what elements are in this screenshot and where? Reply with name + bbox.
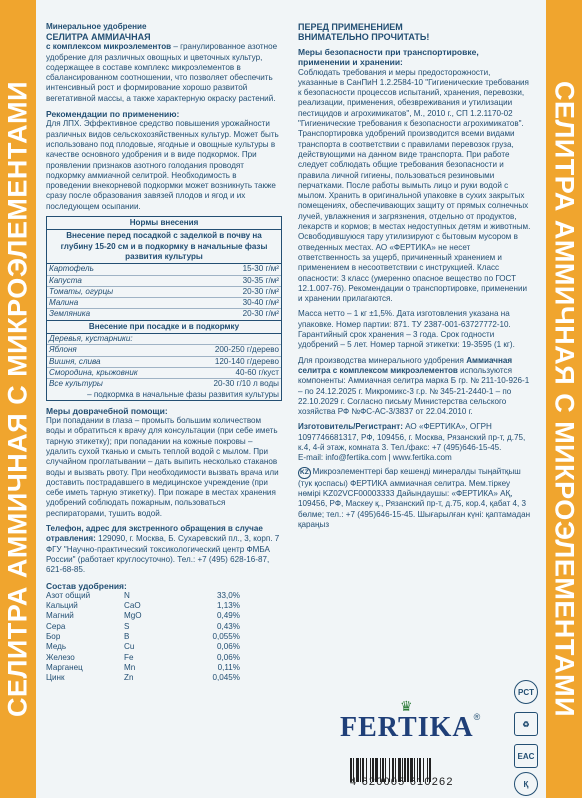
composition-row — [46, 642, 282, 652]
element-symbol: Cu — [124, 642, 135, 652]
element-value: 0,06% — [217, 642, 240, 652]
manufacturer: Изготовитель/Регистрант: АО «ФЕРТИКА», ОГРН 1097746681317, РФ, 109456, г. Москва, Рязанский пр-т, д.75, к.4, 4-й этаж, комната 3. Тел./факс: +7 (495)646-15-45. — [298, 422, 526, 452]
element-value: 0,045% — [212, 673, 240, 683]
emergency-phone: Телефон, адрес для экстренного обращения в случае отравления: 129090, г. Москва, Б. Сухаревский пл., 3, корп. 7 ФГУ "Научно-практический токсикологический центр ФМБА России" (работает круглосуточно). Тел.: +7 (495) 628-16-87, 621-68-85. — [46, 524, 280, 575]
element-name: Железо — [46, 652, 75, 662]
element-symbol: Mn — [124, 662, 136, 672]
side-band-right — [546, 0, 582, 798]
norm-crop: Картофель — [49, 264, 94, 274]
norms-sub1: Внесение перед посадкой с заделкой в почву на глубину 15-20 см и в подкормку в начальные фазы развития культуры — [47, 230, 281, 264]
brand-logo: FERTIKA® — [340, 712, 481, 743]
safety-text: Соблюдать требования и меры предосторожности, указанные в СанПиН 1.2.2584-10 "Гигиенические требования к безопасности процессов испытаний, хранения, перевозки, реализации, применения, обезвреживания и утилизации пестицидов и агрохимикатов", М., 2010 г., СП 1.2.1170-02 "Гигиенические требования к безопасности агрохимикатов". Транспортировка удобрений производится всеми видами транспорта в соответствии с правилами перевозок груза, действующими на данном виде транспорта. При работе следует соблюдать общие требования безопасности и правила личной гигиены, пользоваться резиновыми перчатками. После работы вымыть лицо и руки водой с мылом. Хранить в оригинальной упаковке в сухих закрытых помещениях, обеспечивающих защиту от прямых солнечных лучей, увлажнения и загрязнения, отдельно от продуктов, лекарств и кормов; в местах недоступных детям и животным. Освободившуюся тару утилизируют с бытовым мусором в отведенных местах. АО «ФЕРТИКА» не несет ответственность за ущерб, причиненный хранением и применением в несоответствии с инструкцией. Класс опасности: 3 класс (умеренно опасное вещество по ГОСТ 12.1.007-76). Рекомендации о транспортировке, применении и хранении прилагаются. — [298, 67, 531, 304]
element-name: Бор — [46, 632, 61, 642]
composition-row — [46, 611, 282, 621]
side-band-left — [0, 0, 36, 798]
right-column — [298, 22, 532, 530]
intro: с комплексом микроэлементов – гранулированное азотное удобрение для различных овощных и цветочных культур, содержащее в составе комплекс микроэлементов в сбалансированном соотношении, что позволяет обеспечить интенсивный рост и формирование хорошо развитой вегетативной массы, а также характерную окраску растений. — [46, 42, 278, 103]
norm-crop: Капуста — [49, 275, 82, 285]
element-name: Цинк — [46, 673, 65, 683]
norm-row — [47, 264, 281, 275]
composition-row — [46, 601, 282, 611]
side-title-left: СЕЛИТРА АММИЧНАЯ С МИКРОЭЛЕМЕНТАМИ — [2, 80, 33, 718]
element-value: 0,49% — [217, 611, 240, 621]
norm-crop: Вишня, слива — [49, 356, 101, 366]
warning-heading-1: ПЕРЕД ПРИМЕНЕНИЕМ — [298, 22, 403, 32]
element-symbol: B — [124, 632, 130, 642]
element-value: 0,43% — [217, 621, 240, 631]
composition-row — [46, 591, 282, 601]
recommendations-title: Рекомендации по применению: — [46, 109, 180, 120]
norm-crop: Малина — [49, 298, 79, 308]
element-value: 0,055% — [212, 632, 240, 642]
norm-dose: 30-35 г/м² — [242, 275, 279, 285]
first-aid-title: Меры доврачебной помощи: — [46, 405, 168, 416]
element-name: Кальций — [46, 601, 78, 611]
composition-row — [46, 622, 282, 632]
element-name: Магний — [46, 611, 74, 621]
norm-row — [47, 334, 281, 345]
kazakh-info: KZ Микроэлементтері бар кешенді минералды тыңайтқыш (тук қоспасы) ФЕРТИКА аммиачная селитра. Мем.тіркеу нөмірі KZ02VCF00003333 Дайындаушы: «ФЕРТИКА» АҚ, 109456, РФ, Маскеу қ., Рязанский пр-т, д.75, кор.4, қабат 4, 3 бөлме; тел.: +7 (495)646-15-45. Шығарылған күні: қаптамадан қараңыз — [298, 466, 531, 530]
norm-row — [47, 379, 281, 389]
norm-dose — [187, 334, 281, 344]
element-symbol: S — [124, 621, 130, 631]
warning-heading-2: ВНИМАТЕЛЬНО ПРОЧИТАТЬ! — [298, 32, 430, 42]
composition-title: Состав удобрения: — [46, 580, 127, 591]
product-name: СЕЛИТРА АММИАЧНАЯ — [46, 32, 151, 43]
barcode-number: 4 620005 610262 — [350, 776, 454, 788]
composition-row — [46, 663, 282, 673]
contacts: E-mail: info@fertika.com | www.fertika.com — [298, 453, 452, 463]
element-value: 0,11% — [217, 662, 240, 672]
norm-crop: Томаты, огурцы — [49, 286, 114, 296]
norm-dose: 15-30 г/м² — [242, 264, 279, 274]
mass-info: Масса нетто – 1 кг ±1,5%. Дата изготовления указана на упаковке. Номер партии: 871. ТУ 2387-001-63727772-10. Гарантийный срок хранения – 3 года. Срок годности удобрений – 5 лет. Номер тарной этикетки: 19-3595 (1 кг). — [298, 309, 515, 350]
norm-dose: 20-30 г/10 л воды — [213, 379, 279, 389]
safety-title: Меры безопасности при транспортировке, применении и хранении: — [298, 47, 479, 68]
norm-row — [47, 298, 281, 309]
product-type: Минеральное удобрение — [46, 22, 147, 31]
norms-note: – подкормка в начальные фазы развития культуры — [87, 389, 279, 399]
norm-crop: Деревья, кустарники: — [49, 334, 133, 344]
composition-table — [46, 591, 282, 684]
element-name: Медь — [46, 642, 67, 652]
element-name: Азот общий — [46, 590, 91, 600]
element-value: 33,0% — [217, 590, 240, 600]
norm-dose: 30-40 г/м² — [242, 298, 279, 308]
norm-dose: 120-140 г/дерево — [214, 356, 279, 366]
cert-icon: Қ — [514, 772, 538, 796]
norm-crop: Смородина, крыжовник — [49, 367, 138, 377]
norm-dose: 200-250 г/дерево — [214, 345, 279, 355]
norm-row — [47, 276, 281, 287]
element-name: Сера — [46, 621, 66, 631]
norm-row — [47, 309, 281, 319]
norm-crop: Земляника — [49, 309, 91, 319]
composition-row — [46, 673, 282, 683]
bin-icon: ♻ — [514, 712, 538, 736]
eac-icon: EAC — [514, 744, 538, 768]
element-symbol: CaO — [124, 601, 141, 611]
norms-title: Нормы внесения — [47, 217, 281, 230]
production-info: Для производства минерального удобрения Аммиачная селитра с комплексом микроэлементов используются компоненты: Аммиачная селитра марка Б гр. № 211-10-926-1 – по 24.12.2025 г. Микромикс-3 г.р. № 345-21-2440-1 – по 22.10.2029 г. Согласно письму Министерства сельского хозяйства РФ №ФС-АС-3/3837 от 22.04.2010 г. — [298, 355, 530, 417]
norm-crop: Все культуры — [49, 379, 103, 389]
composition-row — [46, 632, 282, 642]
element-symbol: Zn — [124, 673, 134, 683]
pct-icon: PCT — [514, 680, 538, 704]
norms-table — [46, 216, 282, 401]
element-symbol: N — [124, 590, 130, 600]
element-name: Марганец — [46, 662, 83, 672]
element-value: 1,13% — [217, 601, 240, 611]
side-title-right: СЕЛИТРА АММИЧНАЯ С МИКРОЭЛЕМЕНТАМИ — [549, 80, 580, 718]
recommendations-text: Для ЛПХ. Эффективное средство повышения урожайности различных видов сельскохозяйственных культур. Может быть использовано под плодовые, ягодные и овощные культуры в качестве основного удобрения и в виде подкормок. При проявлении признаков азотного голодания проводят подкормку аммиачной селитрой. Необходимость в проведении внекорневой подкормки может возникнуть также сразу после образования завязей плодов и ягод и их последующем осыпании. — [46, 119, 279, 211]
element-value: 0,06% — [217, 652, 240, 662]
norm-dose: 40-60 г/куст — [235, 367, 279, 377]
norm-row — [47, 345, 281, 356]
element-symbol: Fe — [124, 652, 134, 662]
first-aid-text: При попадании в глаза – промыть большим количеством воды и обратиться к врачу для консультации (при себе иметь тарную этикетку); при попадании на кожные покровы – удалить сухой тканью и смыть теплой водой с мылом. При случайном проглатывании – дать выпить несколько стаканов воды и вызвать рвоту. При необходимости вызвать врача или доставить пострадавшего в медицинское учреждение (при себе иметь тарную этикетку). При пожаре в местах хранения удобрений соблюдать пожарным, пользоваться респираторами, тушить водой. — [46, 416, 279, 518]
left-column — [46, 22, 282, 684]
crown-icon: ♛ — [400, 698, 413, 714]
kz-badge: KZ — [298, 467, 311, 479]
norms-sub2: Внесение при посадке и в подкормку — [47, 320, 281, 334]
norm-row — [47, 368, 281, 379]
norm-dose: 20-30 г/м² — [242, 309, 279, 319]
norm-row — [47, 357, 281, 368]
element-symbol: MgO — [124, 611, 142, 621]
composition-row — [46, 653, 282, 663]
norm-dose: 20-30 г/м² — [242, 286, 279, 296]
norm-crop: Яблоня — [49, 345, 77, 355]
norm-row — [47, 287, 281, 298]
